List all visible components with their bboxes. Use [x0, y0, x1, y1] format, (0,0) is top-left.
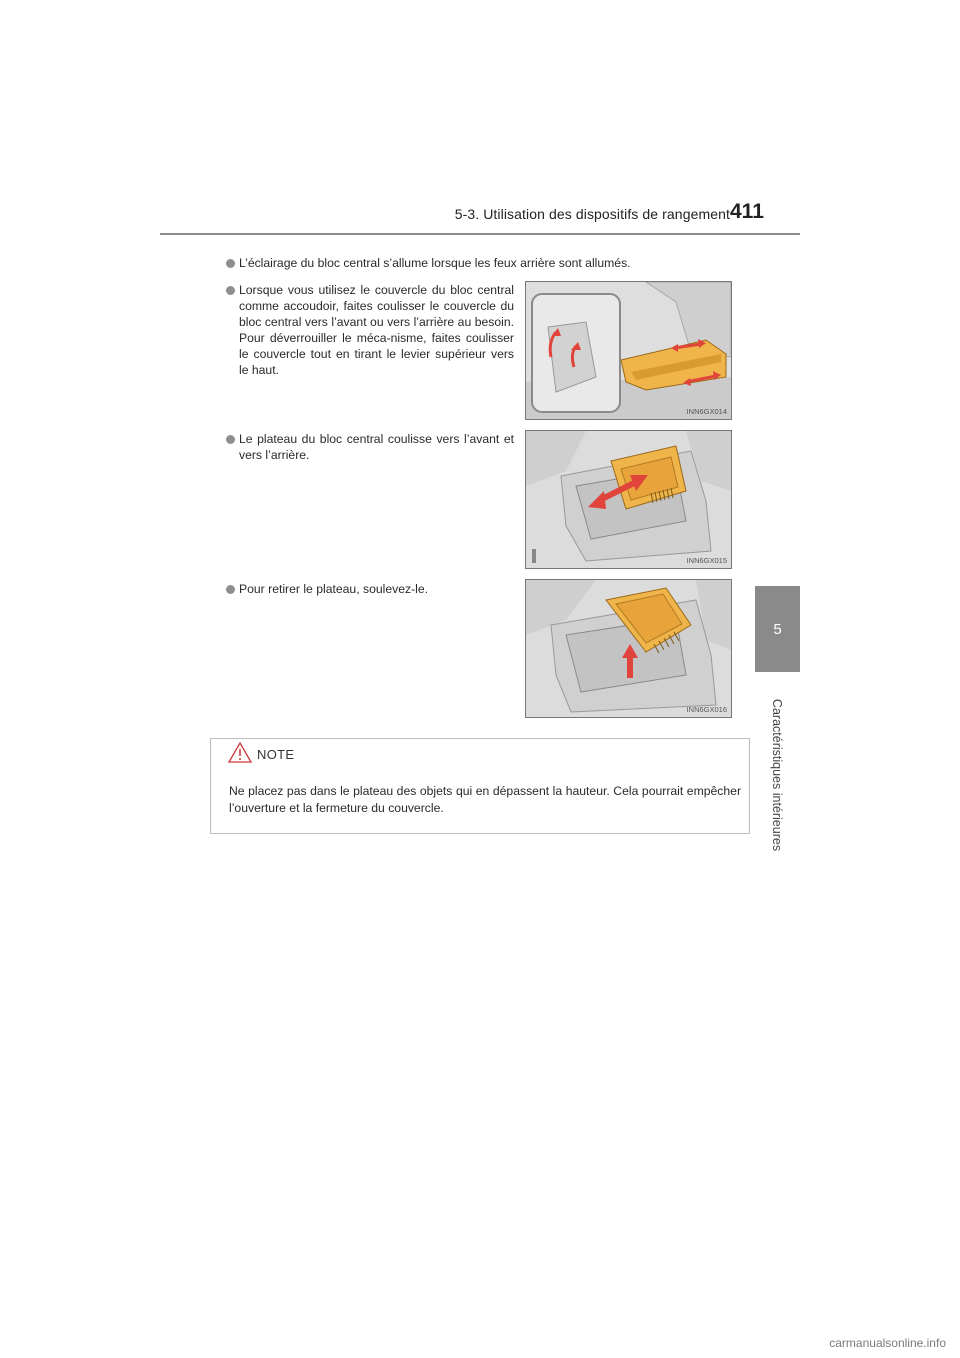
bullet-armrest: [226, 282, 514, 378]
header-divider: [160, 233, 800, 235]
armrest-illustration: [526, 282, 731, 419]
section-title: 5-3. Utilisation des dispositifs de rangement: [454, 206, 730, 222]
note-box: [210, 738, 750, 834]
bullet-text: Lorsque vous utilisez le couvercle du bloc central comme accoudoir, faites coulisser le couvercle du bloc central vers l’avant ou vers l’arrière au besoin. Pour déverrouiller le méca-nisme, faites coulisser le couvercle tout en tirant le levier supérieur vers le haut.: [239, 283, 514, 377]
chapter-tab[interactable]: [755, 586, 800, 672]
footer-watermark: carmanualsonline.info: [829, 1336, 946, 1350]
figure-code: INN6GX016: [686, 705, 727, 714]
figure-tray-slide: [525, 430, 732, 569]
figure-code: INN6GX014: [686, 407, 727, 416]
bullet-lighting: [226, 255, 746, 271]
bullet-tray-slide: [226, 431, 514, 463]
bullet-dot-icon: [226, 259, 235, 268]
figure-code: INN6GX015: [686, 556, 727, 565]
tray-remove-illustration: [526, 580, 731, 717]
bullet-dot-icon: [226, 286, 235, 295]
bullet-text: L’éclairage du bloc central s’allume lorsque les feux arrière sont allumés.: [239, 256, 631, 270]
bullet-text: Le plateau du bloc central coulisse vers l’avant et vers l’arrière.: [239, 432, 514, 462]
bullet-dot-icon: [226, 585, 235, 594]
figure-tray-remove: [525, 579, 732, 718]
bullet-dot-icon: [226, 435, 235, 444]
tray-slide-illustration: [526, 431, 731, 568]
bullet-text: Pour retirer le plateau, soulevez-le.: [239, 582, 429, 596]
page-number: 411: [730, 200, 764, 223]
note-body: Ne placez pas dans le plateau des objets qui en dépassent la hauteur. Cela pourrait empêcher l’ouverture et la fermeture du couvercle.: [229, 784, 741, 815]
figure-armrest: [525, 281, 732, 420]
note-heading: NOTE: [257, 747, 295, 762]
bullet-tray-remove: [226, 581, 514, 597]
chapter-number: 5: [773, 620, 782, 638]
warning-triangle-icon: [227, 741, 253, 765]
chapter-label: Caractéristiques intérieures: [770, 698, 785, 852]
